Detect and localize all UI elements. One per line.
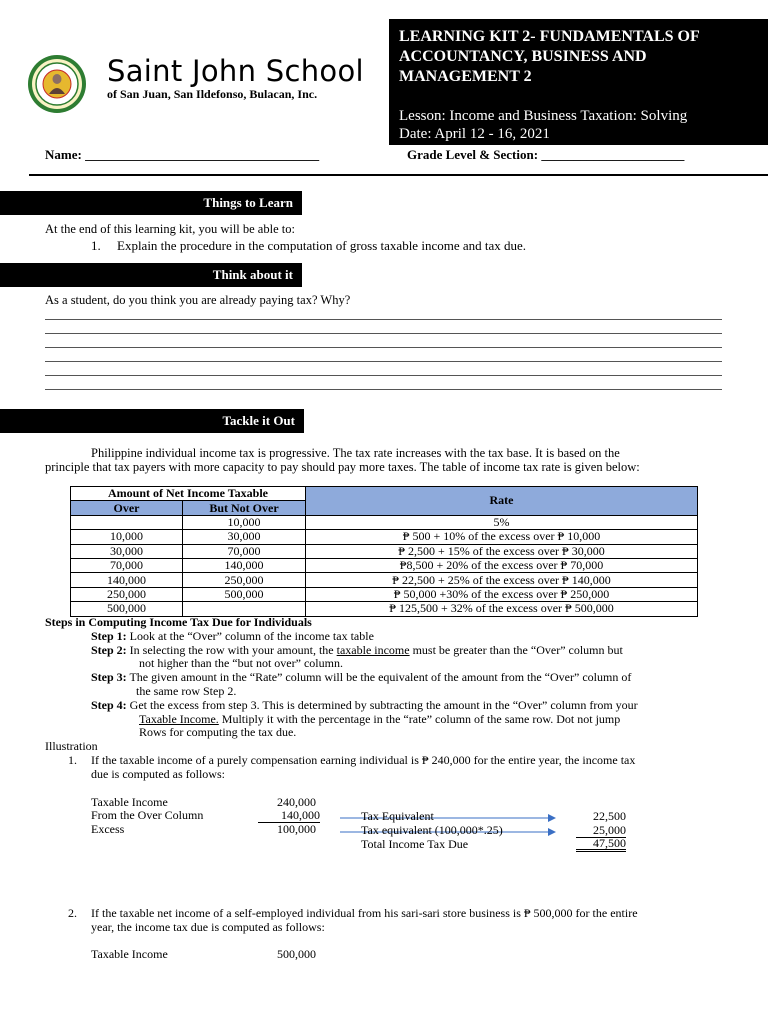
step-label: Step 4: [91,698,127,712]
cell-not-over: 70,000 [183,544,306,558]
table-row [71,587,698,601]
name-label: Name: [45,147,82,162]
cell-over: 70,000 [71,558,183,572]
cell-rate: ₱ 500 + 10% of the excess over ₱ 10,000 [306,530,698,544]
taxable-income-term: taxable income [336,643,410,657]
table-header-rate: Rate [306,487,698,516]
name-field[interactable] [45,147,319,163]
grade-section-field[interactable] [407,147,684,163]
cell-not-over: 250,000 [183,573,306,587]
date-label: Date: April 12 - 16, 2021 [399,126,550,142]
objective-text: Explain the procedure in the computation of gross taxable income and tax due. [117,238,527,253]
income-tax-table [70,486,698,617]
answer-line[interactable] [45,333,722,334]
illustration-title: Illustration [45,739,98,753]
tax-equivalent-label: Tax Equivalent [361,809,434,823]
step-text: must be greater than the “Over” column but [412,643,623,657]
lesson-label: Lesson: Income and Business Taxation: Solving [399,108,688,124]
calc-value: 240,000 [277,795,316,809]
step-text: In selecting the row with your amount, the [129,643,334,657]
grade-blank: ______________________ [541,147,685,162]
tax-equivalent-value: 22,500 [593,809,626,823]
kit-title: LEARNING KIT 2- FUNDAMENTALS OF ACCOUNTANCY, BUSINESS AND MANAGEMENT 2 [399,28,700,85]
table-row [71,544,698,558]
table-row [71,602,698,616]
answer-line[interactable] [45,375,722,376]
table-row [71,530,698,544]
tackle-para-line1: Philippine individual income tax is progressive. The tax rate increases with the tax base. It is based on the [91,446,620,460]
name-blank: ____________________________________ [85,147,320,162]
section-tackle-it-out: Tackle it Out [0,409,304,433]
example-2-text-cont: year, the income tax due is computed as follows: [91,920,325,934]
answer-line[interactable] [45,361,722,362]
table-header-not-over: But Not Over [183,501,306,515]
cell-rate: ₱ 125,500 + 32% of the excess over ₱ 500,000 [306,602,698,616]
calc-label: Taxable Income [91,947,168,961]
step-label: Step 2: [91,643,127,657]
learn-intro: At the end of this learning kit, you will be able to: [45,222,295,236]
cell-rate: ₱ 22,500 + 25% of the excess over ₱ 140,000 [306,573,698,587]
calc-label: Taxable Income [91,795,168,809]
cell-over: 500,000 [71,602,183,616]
table-header-over: Over [71,501,183,515]
cell-not-over [183,602,306,616]
cell-not-over: 10,000 [183,515,306,529]
tax-equivalent-computed-value: 25,000 [576,823,626,838]
taxable-income-term: Taxable Income. [139,712,219,726]
arrow-head [548,828,556,836]
step-3-cont: the same row Step 2. [136,684,237,698]
cell-not-over: 140,000 [183,558,306,572]
step-4-cont [139,712,620,726]
calc-value: 140,000 [258,808,320,823]
steps-title: Steps in Computing Income Tax Due for Individuals [45,615,312,629]
arrow-head [548,814,556,822]
step-text: The given amount in the “Rate” column will be the equivalent of the amount from the “Over” column of [129,670,632,684]
example-1-text: If the taxable income of a purely compensation earning individual is ₱ 240,000 for the entire year, the income tax [91,753,636,767]
step-label: Step 1: [91,629,127,643]
answer-line[interactable] [45,389,722,390]
kit-title-box [389,19,768,145]
cell-over: 250,000 [71,587,183,601]
think-question: As a student, do you think you are already paying tax? Why? [45,293,351,307]
example-1-text-cont: due is computed as follows: [91,767,225,781]
section-think-about-it: Think about it [0,263,302,287]
cell-rate: 5% [306,515,698,529]
cell-rate: ₱ 2,500 + 15% of the excess over ₱ 30,000 [306,544,698,558]
table-row [71,558,698,572]
calc-value: 500,000 [277,947,316,961]
objective-number: 1. [91,238,101,253]
school-name: Saint John School [107,54,364,88]
cell-over: 10,000 [71,530,183,544]
total-tax-due-label: Total Income Tax Due [361,837,469,851]
table-group-header: Amount of Net Income Taxable [71,487,306,501]
calc-value: 100,000 [277,822,316,836]
cell-not-over: 30,000 [183,530,306,544]
cell-rate: ₱8,500 + 20% of the excess over ₱ 70,000 [306,558,698,572]
step-2 [91,643,623,657]
example-2-number: 2. [68,906,77,920]
calc-label: Excess [91,822,125,836]
grade-label: Grade Level & Section: [407,147,539,162]
step-label: Step 3: [91,670,127,684]
cell-over [71,515,183,529]
cell-over: 140,000 [71,573,183,587]
school-logo [27,54,87,114]
example-1-number: 1. [68,753,77,767]
header-divider [29,174,768,176]
step-4-cont2: Rows for computing the tax due. [139,725,297,739]
step-2-cont: not higher than the “but not over” column. [139,656,343,670]
answer-line[interactable] [45,347,722,348]
example-2-text: If the taxable net income of a self-employed individual from his sari-sari store business is ₱ 500,000 for the entire [91,906,638,920]
tax-equivalent-computed-label: Tax equivalent (100,000*.25) [361,823,503,837]
table-row [71,573,698,587]
calc-label: From the Over Column [91,808,204,822]
cell-rate: ₱ 50,000 +30% of the excess over ₱ 250,000 [306,587,698,601]
section-things-to-learn: Things to Learn [0,191,302,215]
school-location: of San Juan, San Ildefonso, Bulacan, Inc. [107,87,318,101]
answer-line[interactable] [45,319,722,320]
step-4 [91,698,638,712]
total-tax-due-value: 47,500 [576,837,626,852]
step-3 [91,670,631,684]
table-row [71,515,698,529]
cell-not-over: 500,000 [183,587,306,601]
step-text: Get the excess from step 3. This is determined by subtracting the amount in the “Over” column from your [129,698,638,712]
tackle-para-line2: principle that tax payers with more capacity to pay should pay more taxes. The table of income tax rate is given below: [45,460,640,474]
step-text: Look at the “Over” column of the income tax table [129,629,374,643]
cell-over: 30,000 [71,544,183,558]
step-1 [91,629,374,643]
step-text: Multiply it with the percentage in the “rate” column of the same row. Dot not jump [221,712,621,726]
